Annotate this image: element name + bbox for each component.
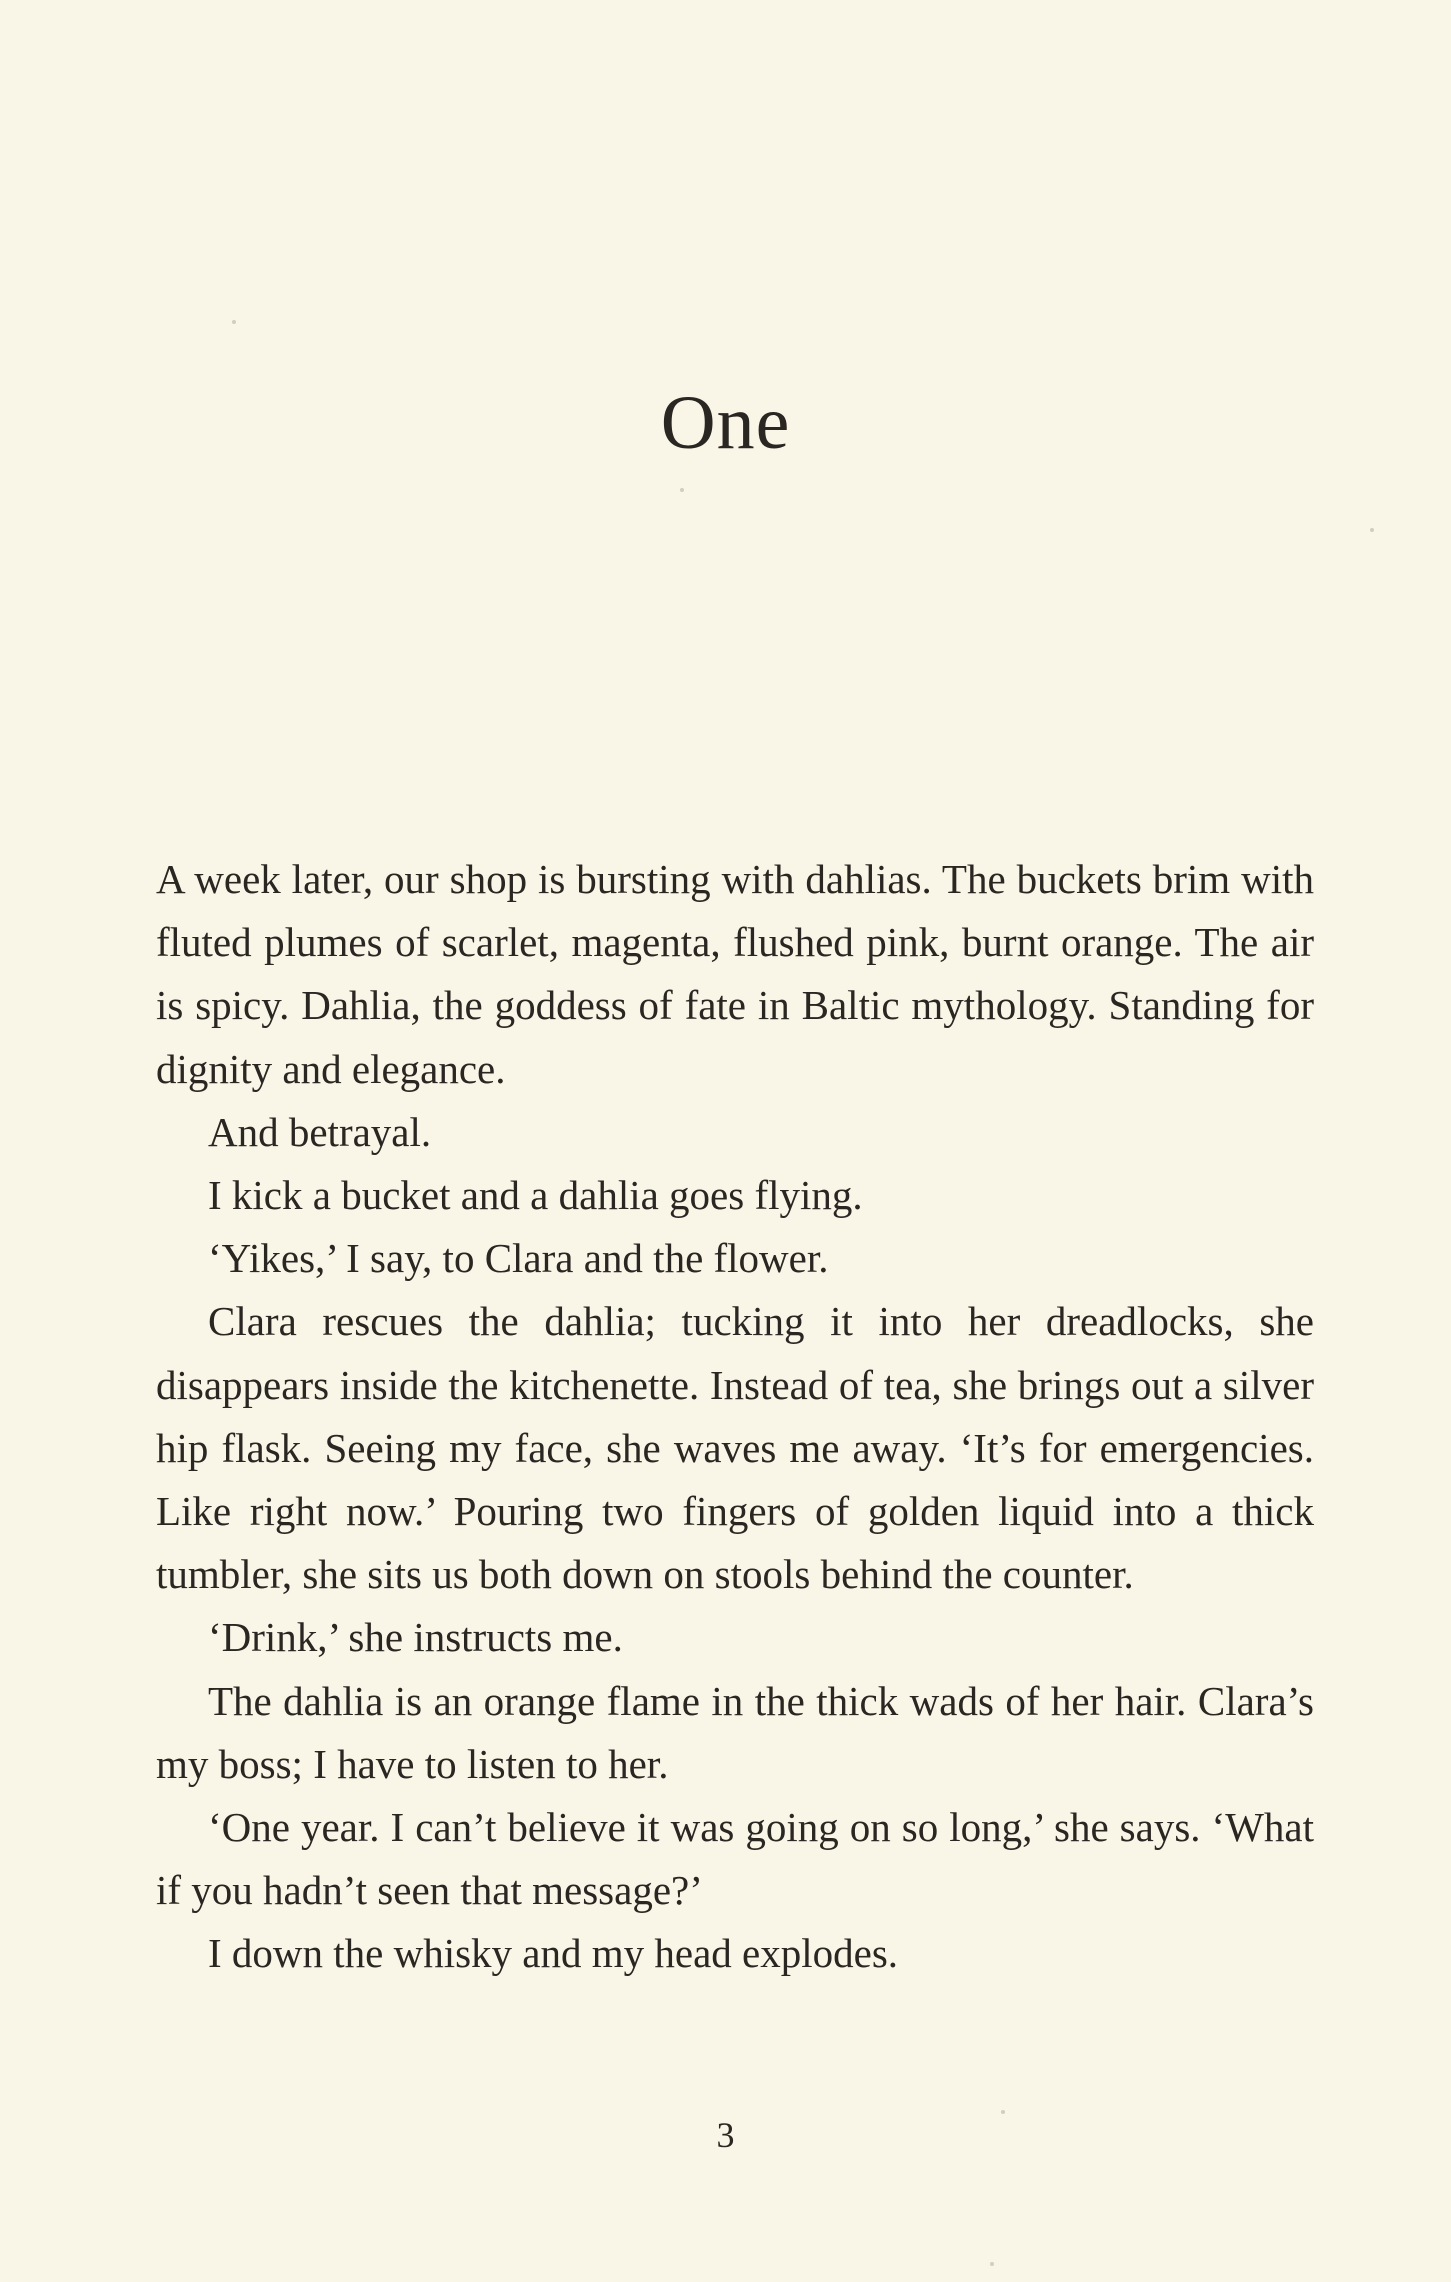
chapter-body	[156, 848, 1314, 1986]
paragraph: The dahlia is an orange flame in the thick wads of her hair. Clara’s my boss; I have to listen to her.	[156, 1677, 1314, 1787]
paper-speck	[680, 488, 684, 492]
paragraph: I down the whisky and my head explodes.	[208, 1930, 899, 1977]
paragraph: A week later, our shop is bursting with dahlias. The buckets brim with fluted plumes of scarlet, magenta, flushed pink, burnt orange. The air is spicy. Dahlia, the goddess of fate in Baltic mythology. Standing for dignity and elegance.	[156, 856, 1314, 1092]
paragraph: I kick a bucket and a dahlia goes flying.	[208, 1172, 863, 1219]
paper-speck	[232, 320, 236, 324]
page-number: 3	[716, 2115, 735, 2155]
paragraph: ‘Yikes,’ I say, to Clara and the flower.	[208, 1235, 829, 1282]
paragraph: ‘Drink,’ she instructs me.	[208, 1614, 623, 1661]
paper-speck	[990, 2262, 994, 2266]
paragraph: Clara rescues the dahlia; tucking it into her dreadlocks, she disappears inside the kitchenette. Instead of tea, she brings out a silver hip flask. Seeing my face, she waves me away. ‘It’s for emergencies. Like right now.’ Pouring two fingers of golden liquid into a thick tumbler, she sits us both down on stools behind the counter.	[156, 1298, 1314, 1598]
paper-speck	[1370, 528, 1374, 532]
paper-speck	[1001, 2110, 1005, 2114]
chapter-title: One	[660, 381, 791, 465]
paragraph: ‘One year. I can’t believe it was going on so long,’ she says. ‘What if you hadn’t seen that message?’	[156, 1804, 1314, 1914]
paragraph: And betrayal.	[208, 1108, 432, 1155]
